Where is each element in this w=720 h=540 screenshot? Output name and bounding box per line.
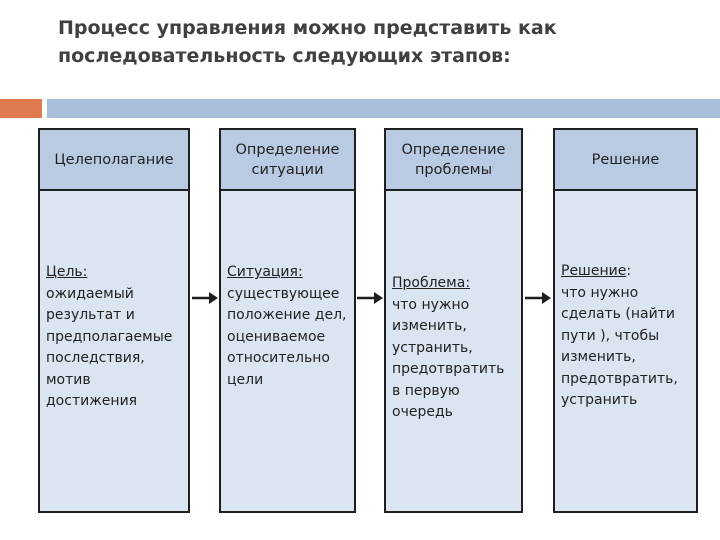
stage-text: что нужно сделать (найти пути ), чтобы изменить, предотвратить, устранить: [561, 284, 678, 408]
stage-heading: Целеполагание: [40, 130, 188, 191]
stage-text: что нужно изменить, устранить, предотвратить в первую очередь: [392, 296, 505, 420]
stage-term: Цель:: [46, 264, 88, 280]
stage-text: существующее положение дел, оцениваемое относительно цели: [227, 285, 347, 388]
stage-term: Ситуация:: [227, 264, 303, 280]
stage-problem: [384, 128, 523, 513]
stage-description: [227, 262, 350, 391]
stage-heading: Решение: [555, 130, 696, 191]
stage-heading: Определение ситуации: [221, 130, 354, 191]
stage-situation: [219, 128, 356, 513]
stage-term-suffix: :: [626, 263, 632, 279]
stage-text: ожидаемый результат и предполагаемые последствия, мотив достижения: [46, 285, 173, 409]
stage-heading: Определение проблемы: [386, 130, 521, 191]
stage-description: [392, 273, 517, 424]
stage-description: [46, 262, 184, 413]
arrow-right-icon: [525, 292, 551, 304]
stage-term: Проблема:: [392, 275, 471, 291]
slide-title: Процесс управления можно представить как последовательность следующих этапов:: [58, 17, 557, 67]
stage-decision: [553, 128, 698, 513]
stage-description: [561, 261, 692, 412]
arrow-right-icon: [192, 292, 218, 304]
stage-term: Решение: [561, 263, 627, 279]
stage-goal-setting: [38, 128, 190, 513]
accent-bar-blue: [47, 99, 720, 118]
arrow-right-icon: [357, 292, 383, 304]
accent-bar-orange: [0, 99, 42, 118]
